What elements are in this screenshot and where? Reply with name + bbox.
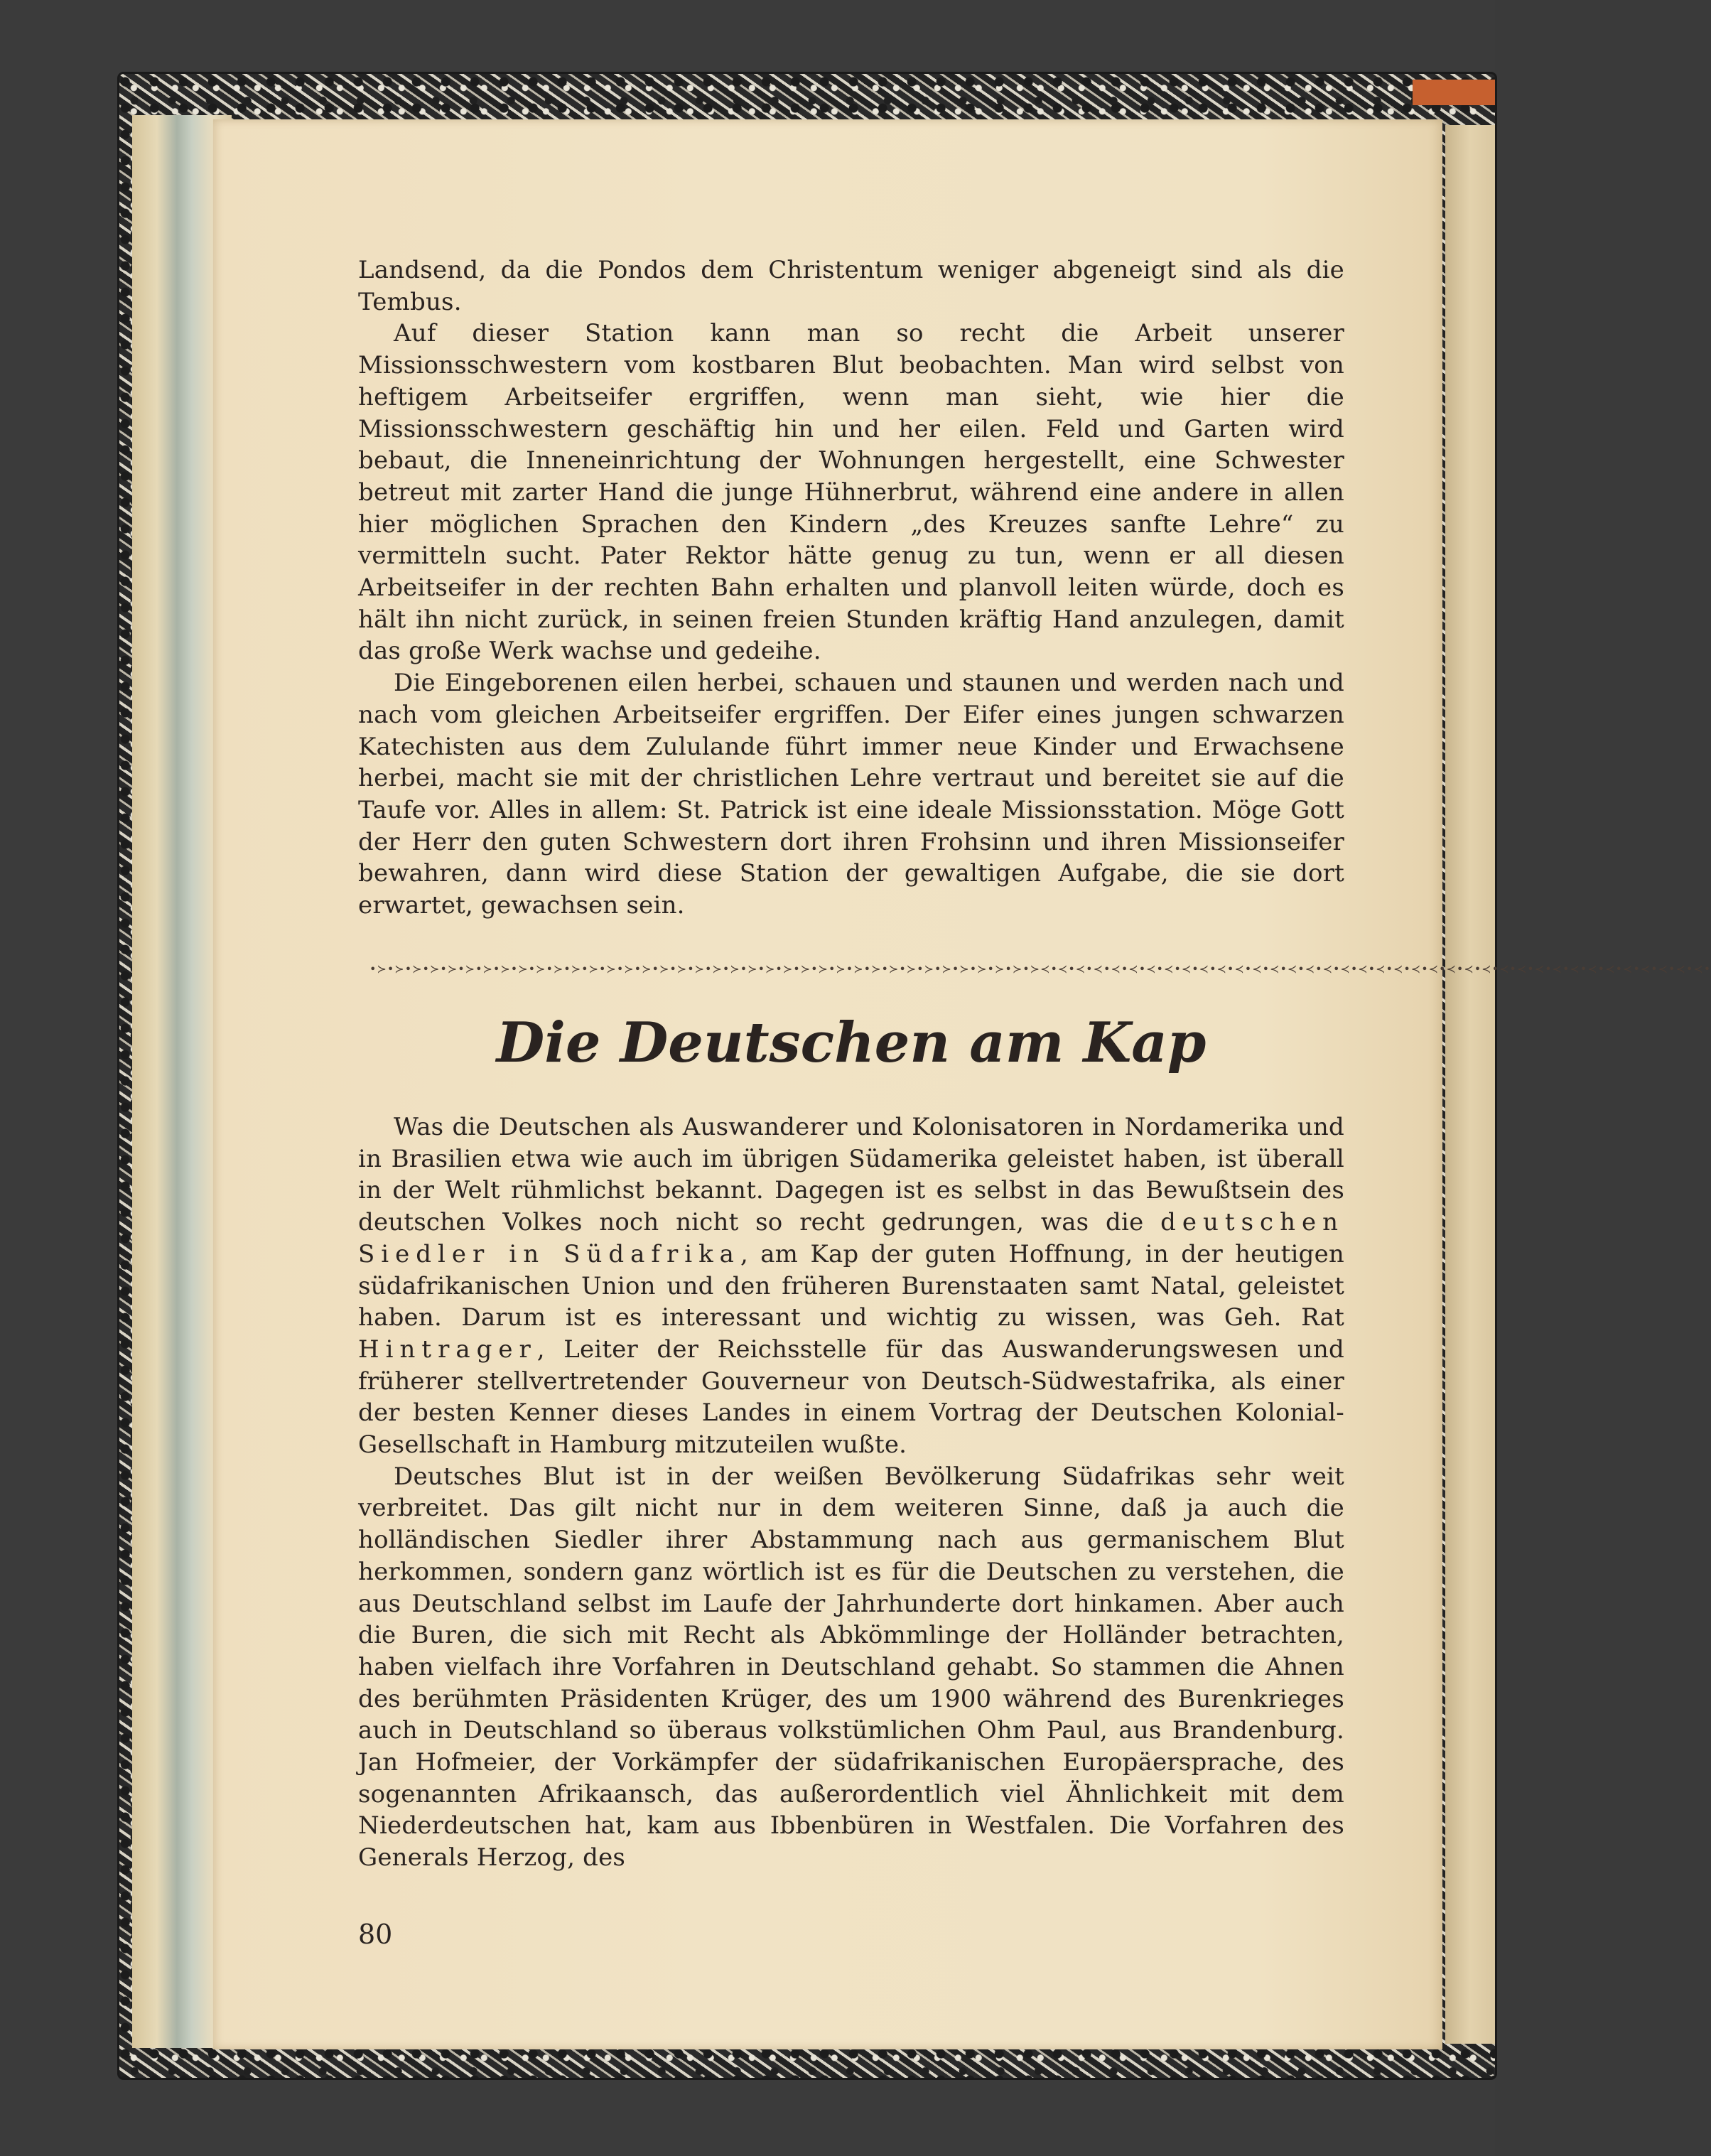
top-paragraph-3: Die Eingeborenen eilen herbei, schauen und staunen und werden nach und nach vom gleichen Arbeitseifer ergriffen. Der Eifer eines jungen schwarzen Katechisten aus dem Zululande führt immer neue Kinder und Erwachsene herbei, macht sie mit der christlichen Lehre vertraut und bereitet sie auf die Taufe vor. Alles in allem: St. Patrick ist eine ideale Missionsstation. Möge Gott der Herr den guten Schwestern dort ihren Frohsinn und ihren Missionseifer bewahren, dann wird diese Station der gewaltigen Aufgabe, die sie dort erwartet, gewachsen sein. <box>358 669 1344 920</box>
article-p1-part-c: , am Kap der guten Hoffnung, in der heutigen südafrikanischen Union und den früheren Burenstaaten samt Natal, geleistet haben. Darum ist es interessant und wichtig zu wissen, was Geh. Rat <box>358 1239 1345 1332</box>
emphasis-deutschen-siedler: deutschen Siedler in Südafrika <box>358 1208 1344 1268</box>
divider-right-ornament: ≺•≺•≺•≺•≺•≺•≺•≺•≺•≺•≺•≺•≺•≺•≺•≺•≺•≺•≺•≺•≺•≺•≺•≺•≺•≺•≺•≺•≺•≺•≺•≺•≺•≺•≺•≺•≺•≺• <box>1040 962 1711 976</box>
emphasis-hintrager: Hintrager <box>358 1335 537 1364</box>
ornamental-divider <box>369 962 1711 976</box>
top-section <box>358 254 1344 922</box>
article-paragraph-1 <box>358 1111 1344 1461</box>
article-p1-part-e: , Leiter der Reichsstelle für das Auswanderungswesen und früherer stellvertretender Gouverneur von Deutsch-Südwestafrika, als einer der besten Kenner dieses Landes in einem Vortrag der Deutschen Kolonial-Gesellschaft in Hamburg mitzuteilen wußte. <box>358 1335 1344 1460</box>
article-body <box>358 1111 1344 1874</box>
divider-left-ornament: •≻•≻•≻•≻•≻•≻•≻•≻•≻•≻•≻•≻•≻•≻•≻•≻•≻•≻•≻•≻•≻•≻•≻•≻•≻•≻•≻•≻•≻•≻•≻•≻•≻•≻•≻•≻•≻•≻ <box>369 962 1041 976</box>
article-p1-part-a: Was die Deutschen als Auswanderer und Kolonisatoren in Nordamerika und in Brasilien etwa wie auch im übrigen Südamerika geleistet haben, ist überall in der Welt rühmlichst bekannt. Dagegen ist es selbst in das Bewußtsein des deutschen Volkes noch nicht so recht gedrungen, was die <box>358 1113 1344 1237</box>
top-paragraph-1: Landsend, da die Pondos dem Christentum weniger abgeneigt sind als die Tembus. <box>358 256 1344 316</box>
article-paragraph-2: Deutsches Blut ist in der weißen Bevölkerung Südafrikas sehr weit verbreitet. Das gilt nicht nur in dem weiteren Sinne, daß ja auch die holländischen Siedler ihrer Abstammung nach aus germanischem Blut herkommen, sondern ganz wörtlich ist es für die Deutschen zu verstehen, die aus Deutschland selbst im Laufe der Jahrhunderte dort hinkamen. Aber auch die Buren, die sich mit Recht als Abkömmlinge der Holländer betrachten, haben vielfach ihre Vorfahren in Deutschland gehabt. So stammen die Ahnen des berühmten Präsidenten Krüger, des um 1900 während des Burenkrieges auch in Deutschland so überaus volkstümlichen Ohm Paul, aus Brandenburg. Jan Hofmeier, der Vorkämpfer der südafrikanischen Europäersprache, des sogenannten Afrikaansch, das außerordentlich viel Ähnlichkeit mit dem Niederdeutschen hat, kam aus Ibbenbüren in Westfalen. Die Vorfahren des Generals Herzog, des <box>358 1462 1344 1872</box>
article-title: Die Deutschen am Kap <box>496 1010 1207 1075</box>
book-spine-edge <box>1413 80 1495 105</box>
page-number: 80 <box>358 1919 393 1950</box>
facing-page-edge <box>1445 125 1495 2044</box>
top-paragraph-2: Auf dieser Station kann man so recht die Arbeit unserer Missionsschwestern vom kostbaren Blut beobachten. Man wird selbst von heftigem Arbeitseifer ergriffen, wenn man sieht, wie hier die Missionsschwestern geschäftig hin und her eilen. Feld und Garten wird bebaut, die Inneneinrichtung der Wohnungen hergestellt, eine Schwester betreut mit zarter Hand die junge Hühnerbrut, während eine andere in allen hier möglichen Sprachen den Kindern „des Kreuzes sanfte Lehre“ zu vermitteln sucht. Pater Rektor hätte genug zu tun, wenn er all diesen Arbeitseifer in der rechten Bahn erhalten und planvoll leiten würde, doch es hält ihn nicht zurück, in seinen freien Stunden kräftig Hand anzulegen, damit das große Werk wachse und gedeihe. <box>358 319 1344 666</box>
